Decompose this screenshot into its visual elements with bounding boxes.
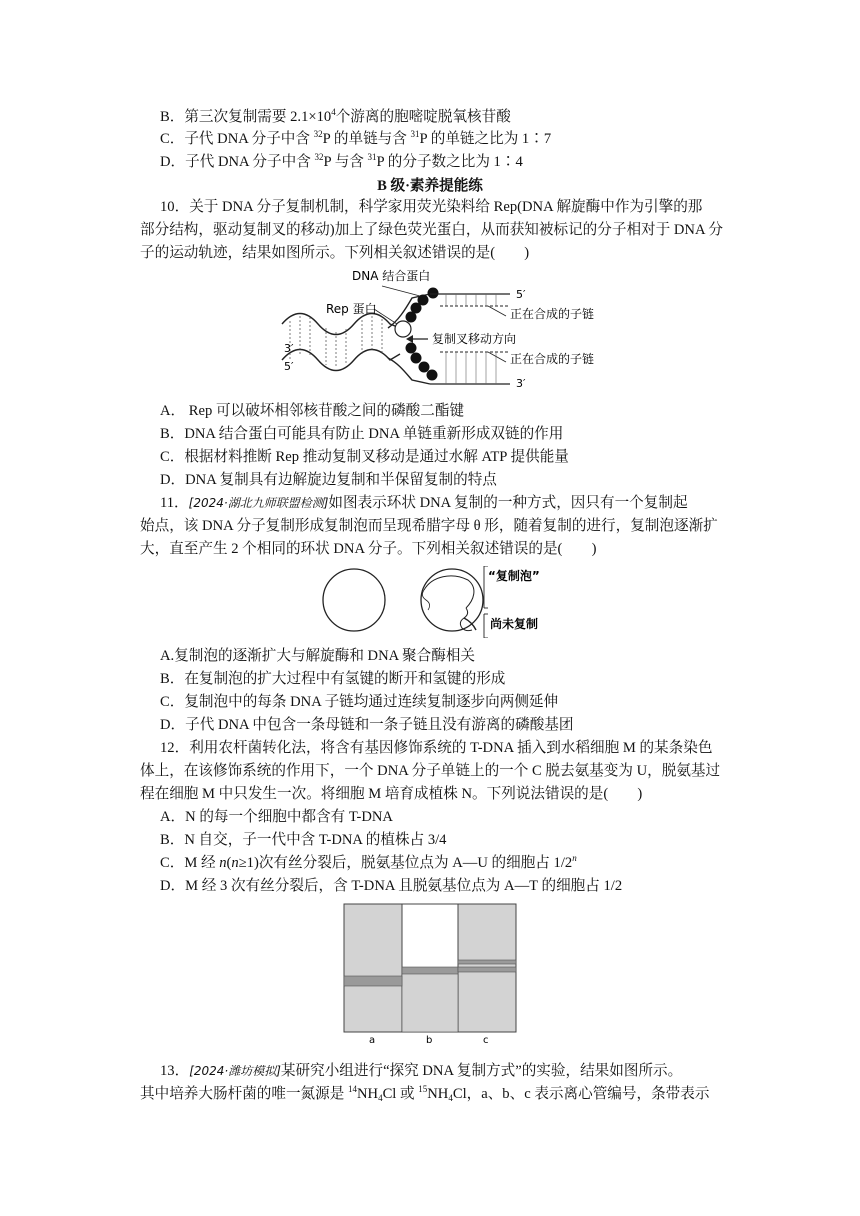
q11-stem-line1: 11．[2024·湖北九师联盟检测]如图表示环状 DNA 复制的一种方式，因只有一个复制起 bbox=[160, 495, 688, 511]
q12-option-a: A．N 的每一个细胞中都含有 T-DNA bbox=[160, 809, 393, 825]
label-5-prime-top: 5′ bbox=[516, 288, 526, 301]
q10-stem-line3: 子的运动轨迹，结果如图所示。下列相关叙述错误的是( ) bbox=[140, 245, 530, 261]
tube-label-b: b bbox=[426, 1035, 433, 1045]
tube-label-a: a bbox=[369, 1035, 376, 1045]
q12-stem-line1: 12．利用农杆菌转化法，将含有基因修饰系统的 T-DNA 插入到水稻细胞 M 的某条染色 bbox=[160, 740, 713, 756]
q9-option-d: D．子代 DNA 分子中含 $^{32}$P 与含 $^{31}$P 的分子数之比为 1∶4 bbox=[160, 152, 523, 170]
q11-stem-line2: 始点，该 DNA 分子复制形成复制泡而呈现希腊字母 θ 形，随着复制的进行，复制泡逐渐扩 bbox=[140, 518, 718, 534]
q11-source: [2024·湖北九师联盟检测] bbox=[188, 496, 329, 510]
band-a bbox=[344, 976, 402, 986]
band-c-lower bbox=[458, 967, 516, 972]
circular-dna-circle bbox=[323, 569, 385, 631]
theta-structure bbox=[421, 569, 483, 631]
q11-option-c: C．复制泡中的每条 DNA 子链均通过连续复制逐步向两侧延伸 bbox=[160, 694, 559, 710]
replication-fork-figure bbox=[270, 266, 630, 390]
label-3-prime-left: 3′ bbox=[284, 342, 294, 355]
q12-option-b: B．N 自交，子一代中含 T-DNA 的植株占 3/4 bbox=[160, 832, 447, 848]
band-b bbox=[402, 967, 458, 974]
label-3-prime-bottom: 3′ bbox=[516, 377, 526, 390]
label-new-chain-top: 正在合成的子链 bbox=[510, 307, 595, 321]
q12-option-c: C．M 经 n(n≥1)次有丝分裂后，脱氨基位点为 A—U 的细胞占 1/2$^n$ bbox=[160, 853, 577, 871]
centrifuge-tubes-figure bbox=[342, 903, 518, 1045]
q13-source: [2024·潍坊模拟] bbox=[189, 1064, 281, 1078]
q9-option-c: C．子代 DNA 分子中含 $^{32}$P 的单链与含 $^{31}$P 的单链之比为 1∶7 bbox=[160, 129, 552, 147]
q10-option-b: B．DNA 结合蛋白可能具有防止 DNA 单链重新形成双链的作用 bbox=[160, 426, 564, 442]
label-fork-direction: 复制叉移动方向 bbox=[432, 332, 517, 346]
q11-stem-line3: 大，直至产生 2 个相同的环状 DNA 分子。下列相关叙述错误的是( ) bbox=[140, 541, 597, 557]
q13-stem-line2: 其中培养大肠杆菌的唯一氮源是 $^{14}NH_4Cl$ 或 $^{15}NH_4Cl$，a、b、c 表示离心管编号，条带表示 bbox=[140, 1084, 710, 1103]
q10-stem-line2: 部分结构，驱动复制叉的移动)加上了绿色荧光蛋白，从而获知被标记的分子相对于 DNA 分 bbox=[140, 222, 723, 238]
q12-stem-line2: 体上，在该修饰系统的作用下，一个 DNA 分子单链上的一个 C 脱去氨基变为 U，脱氨基过 bbox=[140, 763, 721, 779]
q12-stem-line3: 程在细胞 M 中只发生一次。将细胞 M 培育成植株 N。下列说法错误的是( ) bbox=[140, 786, 643, 802]
label-dna-binding-protein: DNA 结合蛋白 bbox=[352, 269, 431, 283]
circular-dna-figure bbox=[320, 566, 560, 638]
q10-option-c: C．根据材料推断 Rep 推动复制叉移动是通过水解 ATP 提供能量 bbox=[160, 449, 569, 465]
q9-option-b: B．第三次复制需要 $2.1\times 10^4$个游离的胞嘧啶脱氧核苷酸 bbox=[160, 107, 511, 125]
label-5-prime-left: 5′ bbox=[284, 360, 294, 373]
rep-protein-circle bbox=[395, 321, 411, 337]
label-rep-protein: Rep 蛋白 bbox=[326, 302, 377, 316]
label-unreplicated: 尚未复制 bbox=[490, 617, 539, 631]
section-heading: B 级·素养提能练 bbox=[377, 178, 483, 194]
tube-a bbox=[344, 904, 402, 1032]
q10-stem-line1: 10．关于 DNA 分子复制机制，科学家用荧光染料给 Rep(DNA 解旋酶中作为引擎的那 bbox=[160, 199, 703, 215]
q10-option-a: A． Rep 可以破坏相邻核苷酸之间的磷酸二酯键 bbox=[160, 403, 465, 419]
q11-option-a: A.复制泡的逐渐扩大与解旋酶和 DNA 聚合酶相关 bbox=[160, 648, 475, 664]
q13-stem-line1: 13．[2024·潍坊模拟]某研究小组进行“探究 DNA 复制方式”的实验，结果如图所示。 bbox=[160, 1063, 683, 1079]
q11-option-d: D．子代 DNA 中包含一条母链和一条子链且没有游离的磷酸基团 bbox=[160, 717, 574, 733]
label-new-chain-bottom: 正在合成的子链 bbox=[510, 352, 595, 366]
q12-option-d: D．M 经 3 次有丝分裂后，含 T-DNA 且脱氨基位点为 A—T 的细胞占 1/2 bbox=[160, 878, 623, 894]
label-replication-bubble: “复制泡” bbox=[488, 569, 540, 583]
tube-label-c: c bbox=[483, 1035, 489, 1045]
q10-option-d: D．DNA 复制具有边解旋边复制和半保留复制的特点 bbox=[160, 472, 497, 488]
band-c-upper bbox=[458, 960, 516, 964]
q11-option-b: B．在复制泡的扩大过程中有氢键的断开和氢键的形成 bbox=[160, 671, 506, 687]
